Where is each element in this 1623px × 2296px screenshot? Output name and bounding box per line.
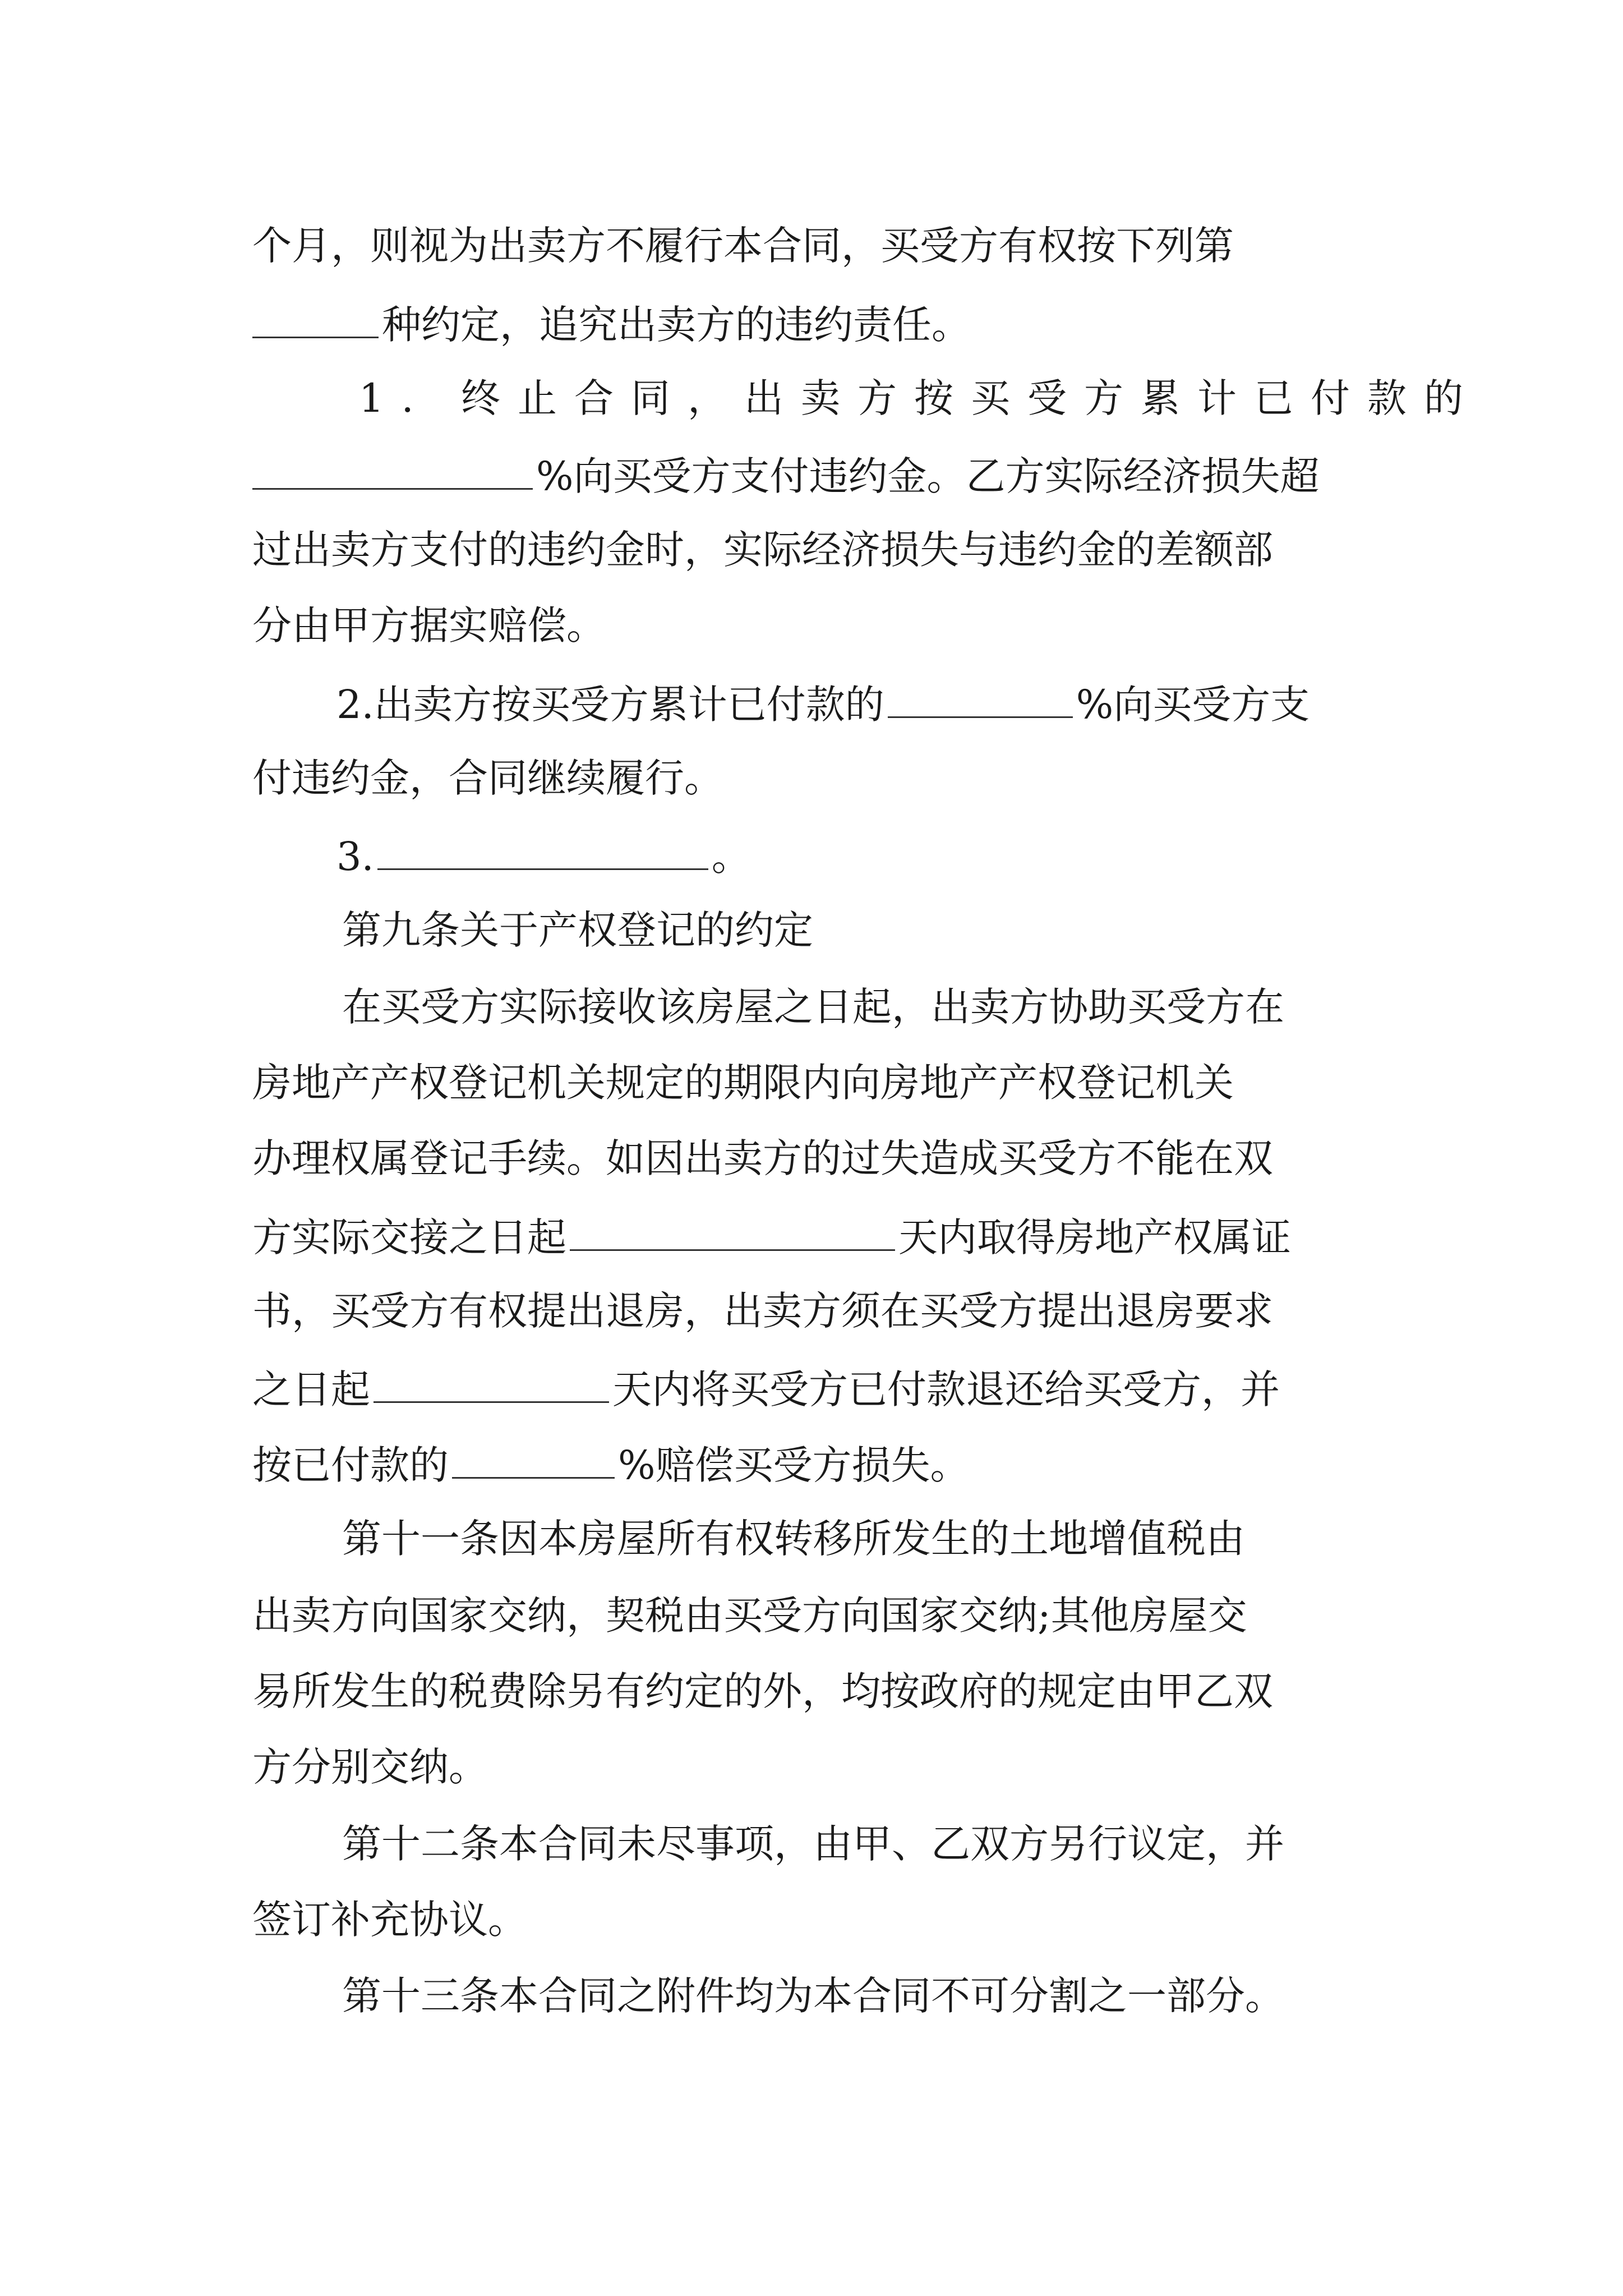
body-text: 签订补充协议。 <box>252 1897 527 1943</box>
body-line <box>252 1362 1391 1412</box>
fill-in-blank[interactable] <box>377 829 708 870</box>
body-text: 第十三条本合同之附件均为本合同不可分割之一部分。 <box>342 1973 1284 2019</box>
fill-in-blank[interactable] <box>888 677 1073 718</box>
body-line <box>252 753 1391 803</box>
body-line <box>252 1438 1391 1488</box>
body-line <box>252 1894 1391 1945</box>
body-line <box>359 373 1481 424</box>
body-line <box>336 677 1368 728</box>
body-text: 方实际交接之日起 <box>252 1214 566 1260</box>
body-line <box>252 1210 1391 1260</box>
body-text: 房地产产权登记机关规定的期限内向房地产产权登记机关 <box>252 1060 1234 1106</box>
body-text: 之日起 <box>252 1366 370 1412</box>
body-line <box>252 600 1391 651</box>
body-text: 第十二条本合同未尽事项，由甲、乙双方另行议定，并 <box>342 1821 1284 1867</box>
fill-in-blank[interactable] <box>252 297 379 338</box>
body-line <box>252 1590 1391 1641</box>
body-text: 分由甲方据实赔偿。 <box>252 602 606 648</box>
body-text: %向买受方支付违约金。乙方实际经济损失超 <box>536 453 1320 499</box>
body-line <box>252 1666 1391 1717</box>
body-text: 天内将买受方已付款退还给买受方，并 <box>612 1366 1280 1412</box>
body-text: 出卖方向国家交纳，契税由买受方向国家交纳;其他房屋交 <box>252 1593 1247 1639</box>
body-line <box>342 1513 1391 1564</box>
body-text: 方分别交纳。 <box>252 1744 488 1790</box>
heading-text: 第九条关于产权登记的约定 <box>342 907 813 953</box>
body-line <box>252 449 1391 499</box>
body-line <box>342 1819 1391 1869</box>
body-line <box>252 524 1391 575</box>
body-text: %赔偿买受方损失。 <box>618 1442 970 1488</box>
body-line <box>252 1742 1391 1792</box>
body-line <box>342 982 1391 1032</box>
body-text: 在买受方实际接收该房屋之日起，出卖方协助买受方在 <box>342 984 1284 1030</box>
body-text: 1. 终止合同，出卖方按买受方累计已付款的 <box>359 375 1481 421</box>
fill-in-blank[interactable] <box>374 1362 609 1403</box>
body-text: 办理权属登记手续。如因出卖方的过失造成买受方不能在双 <box>252 1135 1273 1181</box>
body-line <box>252 1133 1391 1184</box>
body-line <box>252 1057 1391 1108</box>
body-text: 种约定，追究出卖方的违约责任。 <box>382 302 971 348</box>
body-text: 3. <box>336 834 374 880</box>
body-text: 付违约金，合同继续履行。 <box>252 755 723 801</box>
body-line <box>252 1286 1391 1336</box>
body-text: 书，买受方有权提出退房，出卖方须在买受方提出退房要求 <box>252 1288 1273 1334</box>
body-text: %向买受方支 <box>1076 682 1310 728</box>
section-heading <box>342 905 1391 955</box>
body-text: 2.出卖方按买受方累计已付款的 <box>336 682 884 728</box>
fill-in-blank[interactable] <box>570 1210 895 1251</box>
fill-in-blank[interactable] <box>452 1438 615 1479</box>
body-text: 易所发生的税费除另有约定的外，均按政府的规定由甲乙双 <box>252 1668 1273 1714</box>
body-line <box>252 220 1391 271</box>
body-text: 第十一条因本房屋所有权转移所发生的土地增值税由 <box>342 1516 1245 1562</box>
body-text: 天内取得房地产权属证 <box>898 1214 1291 1260</box>
body-line <box>336 829 1368 880</box>
body-line <box>252 297 1391 348</box>
body-text: 过出卖方支付的违约金时，实际经济损失与违约金的差额部 <box>252 527 1273 573</box>
body-text: 个月，则视为出卖方不履行本合同，买受方有权按下列第 <box>252 223 1234 269</box>
body-text: 按已付款的 <box>252 1442 449 1488</box>
fill-in-blank[interactable] <box>252 449 533 490</box>
body-line <box>342 1971 1408 2021</box>
body-text: 。 <box>711 834 751 880</box>
